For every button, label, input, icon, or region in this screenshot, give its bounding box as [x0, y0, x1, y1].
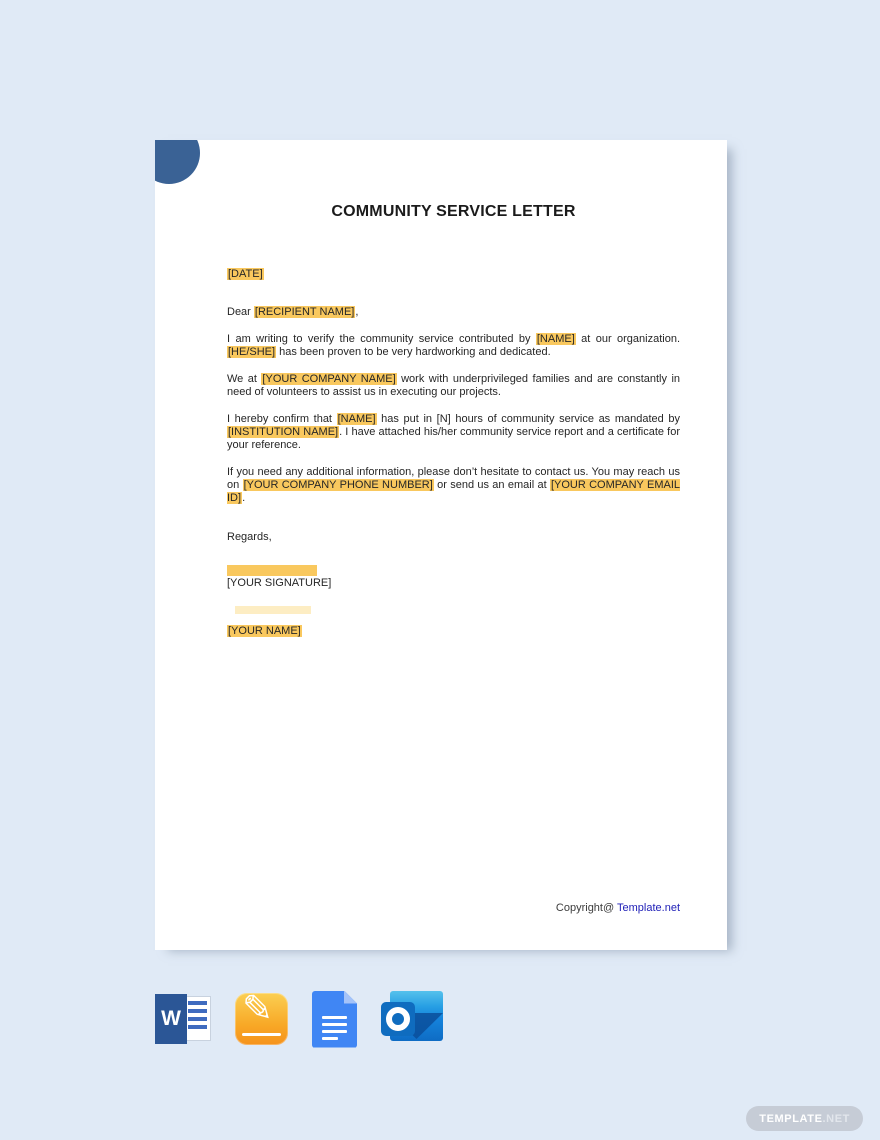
greeting-line: Dear [RECIPIENT NAME],: [227, 306, 359, 318]
google-docs-icon[interactable]: [312, 991, 357, 1048]
word-letter-panel: [155, 994, 187, 1044]
name-placeholder-line: [227, 625, 680, 638]
pen-icon: ✎: [242, 993, 274, 1029]
letter-title: COMMUNITY SERVICE LETTER: [331, 203, 576, 220]
corner-circle-decoration: [155, 140, 200, 184]
placeholder-highlight: [DATE]: [228, 268, 263, 280]
closing-line: Regards,: [227, 531, 272, 543]
copyright-line: [556, 902, 680, 915]
faded-highlight-block: [235, 606, 311, 614]
microsoft-outlook-icon[interactable]: [381, 991, 443, 1047]
placeholder-highlight: [HE/SHE]: [228, 346, 276, 358]
placeholder-highlight: [YOUR NAME]: [228, 625, 301, 637]
letter-paragraph-3: I hereby confirm that [NAME] has put in [N] hours of community service as mandated by [INSTITUTION NAME]. I have attached his/her community service report and a certificate for your reference.: [227, 413, 681, 451]
placeholder-highlight: [YOUR COMPANY NAME]: [262, 373, 396, 385]
watermark-light-text: .NET: [822, 1112, 850, 1125]
letter-content: [227, 140, 680, 638]
letter-document: [155, 140, 727, 950]
template-net-link[interactable]: Template.net: [617, 902, 680, 914]
placeholder-highlight: [YOUR COMPANY EMAIL ID]: [227, 479, 681, 504]
apple-pages-icon[interactable]: [235, 993, 288, 1045]
letter-paragraph-2: We at [YOUR COMPANY NAME] work with underprivileged families and are constantly in need of volunteers to assist us in executing our projects.: [227, 373, 681, 398]
microsoft-word-icon[interactable]: [155, 994, 211, 1044]
letter-paragraph-1: I am writing to verify the community service contributed by [NAME] at our organization. [HE/SHE] has been proven to be very hardworking and dedicated.: [227, 333, 680, 358]
copyright-prefix: Copyright@: [555, 902, 618, 914]
letter-paragraph-4: If you need any additional information, please don’t hesitate to contact us. You may reach us on [YOUR COMPANY PHONE NUMBER] or send us an email at [YOUR COMPANY EMAIL ID].: [227, 466, 681, 504]
placeholder-highlight: [INSTITUTION NAME]: [228, 426, 339, 438]
docs-folded-corner: [344, 991, 357, 1004]
placeholder-highlight: [NAME]: [536, 333, 575, 345]
pages-baseline: [242, 1033, 281, 1036]
word-letter: W: [161, 1007, 181, 1030]
template-net-watermark: [746, 1106, 863, 1131]
date-placeholder-line: [227, 268, 680, 281]
placeholder-highlight: [NAME]: [337, 413, 376, 425]
signature-placeholder: [YOUR SIGNATURE]: [227, 577, 332, 589]
placeholder-highlight: [RECIPIENT NAME]: [254, 306, 355, 318]
placeholder-highlight: [YOUR COMPANY PHONE NUMBER]: [243, 479, 433, 491]
available-format-icons: [155, 990, 443, 1048]
signature-highlight-block: [227, 565, 317, 576]
watermark-bold-text: TEMPLATE: [759, 1112, 823, 1125]
outlook-o-ring: [386, 1007, 410, 1031]
outlook-o-tile: [381, 1002, 415, 1036]
